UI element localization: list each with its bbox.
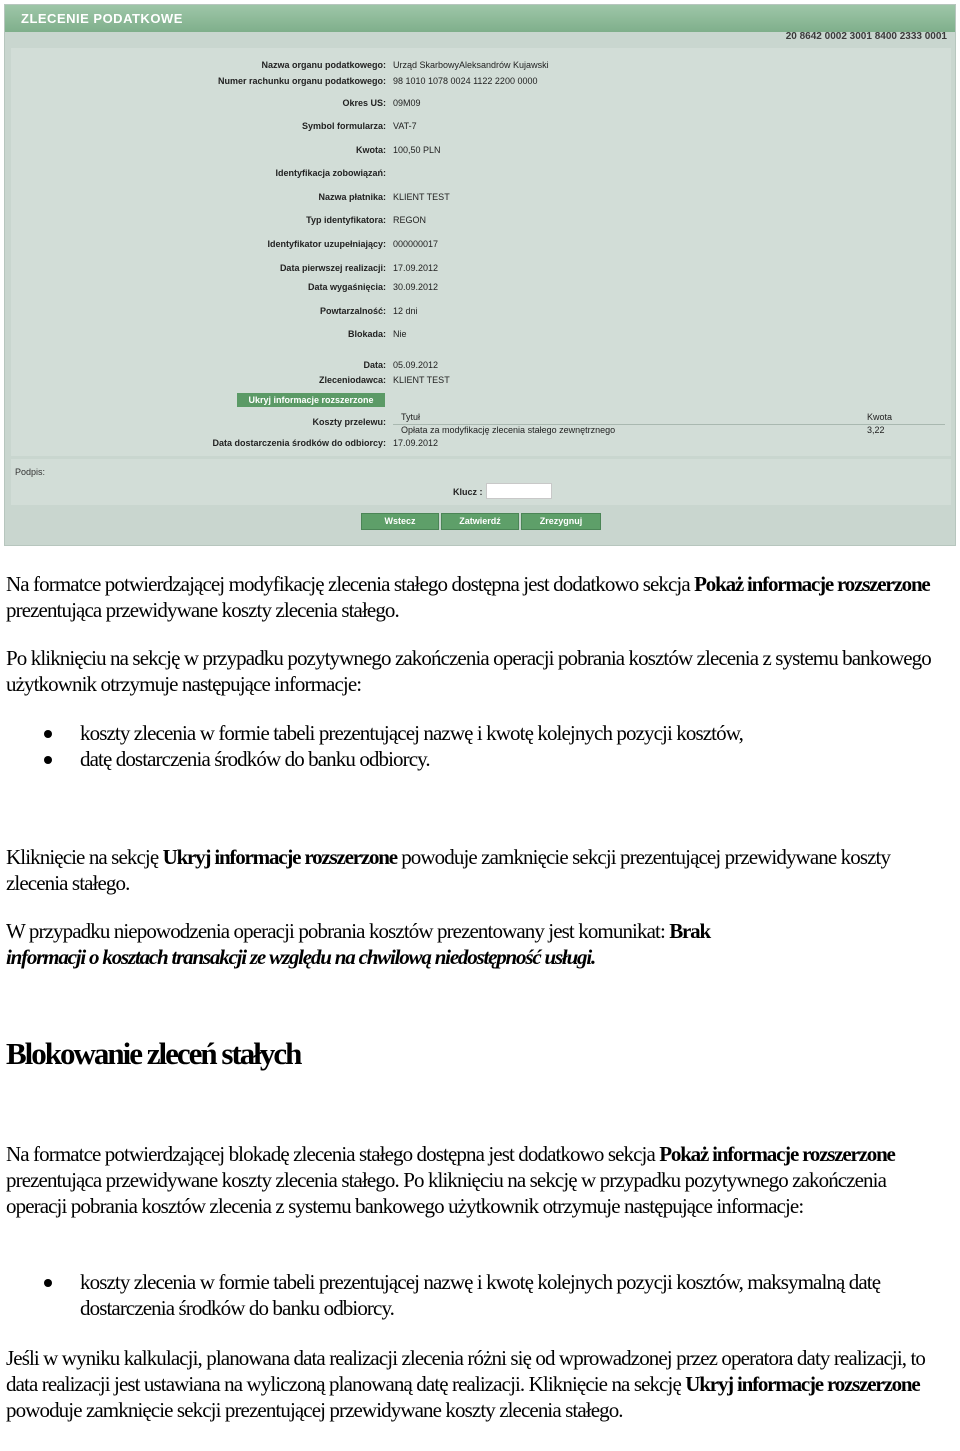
field-label: Powtarzalność: (319, 306, 386, 316)
bullet-icon (44, 756, 52, 764)
list-item-text: datę dostarczenia środków do banku odbiorcy. (80, 747, 430, 771)
bold-term: Brak (669, 919, 710, 943)
field-row (11, 215, 951, 229)
bold-term: Pokaż informacje rozszerzone (694, 572, 930, 596)
column-header-amount: Kwota (867, 412, 893, 422)
field-label: Data wygaśnięcia: (307, 282, 386, 292)
bullet-icon (44, 730, 52, 738)
field-value: 98 1010 1078 0024 1122 2200 0000 (393, 76, 538, 86)
bullet-icon (44, 1279, 52, 1287)
field-value: 000000017 (393, 239, 439, 249)
cost-title-cell: Opłata za modyfikację zlecenia stałego zewnętrznego (401, 425, 616, 435)
table-row (393, 425, 945, 437)
field-row (11, 329, 951, 343)
list-item-text: koszty zlecenia w formie tabeli prezentującej nazwę i kwotę kolejnych pozycji kosztów, maksymalną datę dostarczenia środków do banku odbiorcy. (80, 1270, 881, 1320)
field-row (11, 263, 951, 277)
field-row (11, 360, 951, 374)
text-run: prezentująca przewidywane koszty zlecenia stałego. Po kliknięciu na sekcję w przypadku pozytywnego zakończenia operacji pobrania kosztów zlecenia z systemu bankowego użytkownik otrzymuje następujące informacje: (6, 1168, 887, 1218)
column-header-title: Tytuł (401, 412, 421, 422)
paragraph-realization-date (6, 1345, 941, 1423)
signature-label: Podpis: (15, 467, 46, 477)
bold-term: Pokaż informacje rozszerzone (659, 1142, 895, 1166)
field-row (11, 98, 951, 112)
field-row (11, 306, 951, 320)
field-label: Typ identyfikatora: (306, 215, 386, 225)
paragraph-block (6, 1141, 941, 1219)
tax-order-screenshot (4, 4, 956, 546)
text-run: Na formatce potwierdzającej modyfikację zlecenia stałego dostępna jest dodatkowo sekcja (6, 572, 695, 596)
action-buttons (5, 513, 955, 533)
field-row-delivery (11, 438, 951, 452)
error-message: informacji o kosztach transakcji ze względu na chwilową niedostępność usługi. (6, 945, 596, 969)
text-run: prezentująca przewidywane koszty zlecenia stałego. (6, 598, 399, 622)
field-value: 09M09 (393, 98, 421, 108)
bold-term: Ukryj informacje rozszerzone (685, 1372, 920, 1396)
field-value: Urząd SkarbowyAleksandrów Kujawski (393, 60, 549, 70)
text-run: W przypadku niepowodzenia operacji pobrania kosztów prezentowany jest komunikat: (6, 919, 670, 943)
key-input[interactable] (486, 483, 552, 499)
field-label: Data: (363, 360, 386, 370)
text-run: powoduje zamknięcie sekcji prezentującej przewidywane koszty zlecenia stałego. (6, 1398, 623, 1422)
field-value: 12 dni (393, 306, 418, 316)
field-label: Identyfikacja zobowiązań: (275, 168, 386, 178)
back-button[interactable]: Wstecz (361, 513, 439, 530)
field-value: 30.09.2012 (393, 282, 439, 292)
field-value: Nie (393, 329, 407, 339)
costs-table-header (393, 412, 945, 425)
delivery-label: Data dostarczenia środków do odbiorcy: (212, 438, 386, 448)
field-label: Nazwa organu podatkowego: (261, 60, 386, 70)
field-label: Data pierwszej realizacji: (279, 263, 386, 273)
field-row (11, 239, 951, 253)
hide-extended-info-button[interactable]: Ukryj informacje rozszerzone (237, 393, 385, 407)
field-label: Kwota: (356, 145, 386, 155)
field-label: Nazwa płatnika: (318, 192, 386, 202)
paragraph-failure (6, 918, 941, 970)
field-label: Numer rachunku organu podatkowego: (217, 76, 386, 86)
paragraph-modification (6, 571, 941, 623)
delivery-value: 17.09.2012 (393, 438, 439, 448)
costs-label: Koszty przelewu: (312, 417, 386, 427)
panel-title: ZLECENIE PODATKOWE (21, 11, 183, 26)
field-row (11, 168, 951, 182)
key-label: Klucz : (453, 487, 483, 497)
field-row (11, 192, 951, 206)
cost-amount-cell: 3,22 (867, 425, 885, 435)
bold-term: Ukryj informacje rozszerzone (162, 845, 397, 869)
field-label: Identyfikator uzupełniający: (267, 239, 386, 249)
field-row (11, 282, 951, 296)
section-heading: Blokowanie zleceń stałych (6, 1036, 301, 1071)
signature-area (11, 459, 951, 505)
field-row (11, 76, 951, 90)
costs-table (393, 412, 945, 437)
text-run: powoduje zamknięcie sekcji prezentującej przewidywane koszty zlecenia stałego. (6, 845, 891, 895)
field-label: Blokada: (347, 329, 386, 339)
panel-titlebar (5, 5, 955, 32)
account-number: 20 8642 0002 3001 8400 2333 0001 (785, 31, 947, 42)
text-run: Jeśli w wyniku kalkulacji, planowana data realizacji zlecenia różni się od wprowadzonej przez operatora daty realizacji, to data realizacji jest ustawiana na wyliczoną planowaną datę realizacji. Kliknięcie na sekcję (6, 1346, 926, 1396)
field-label: Symbol formularza: (301, 121, 386, 131)
field-value: KLIENT TEST (393, 192, 450, 202)
field-value: 05.09.2012 (393, 360, 439, 370)
confirm-button[interactable]: Zatwierdź (441, 513, 519, 530)
field-row (11, 121, 951, 135)
field-row (11, 375, 951, 389)
field-row (11, 145, 951, 159)
field-value: KLIENT TEST (393, 375, 450, 385)
order-details-form (11, 48, 951, 456)
field-row (11, 60, 951, 74)
field-label: Okres US: (342, 98, 386, 108)
list-item-text: koszty zlecenia w formie tabeli prezentującej nazwę i kwotę kolejnych pozycji kosztów, (80, 721, 743, 745)
paragraph-hide-section (6, 844, 941, 896)
field-value: 17.09.2012 (393, 263, 439, 273)
field-label: Zleceniodawca: (318, 375, 386, 385)
field-value: REGON (393, 215, 427, 225)
cancel-button[interactable]: Zrezygnuj (521, 513, 601, 530)
field-value: VAT-7 (393, 121, 417, 131)
text-run: Kliknięcie na sekcję (6, 845, 163, 869)
text-run: Na formatce potwierdzającej blokadę zlecenia stałego dostępna jest dodatkowo sekcja (6, 1142, 660, 1166)
field-value: 100,50 PLN (393, 145, 441, 155)
paragraph-click-info: Po kliknięciu na sekcję w przypadku pozytywnego zakończenia operacji pobrania kosztów zlecenia z systemu bankowego użytkownik otrzymuje następujące informacje: (6, 646, 931, 696)
